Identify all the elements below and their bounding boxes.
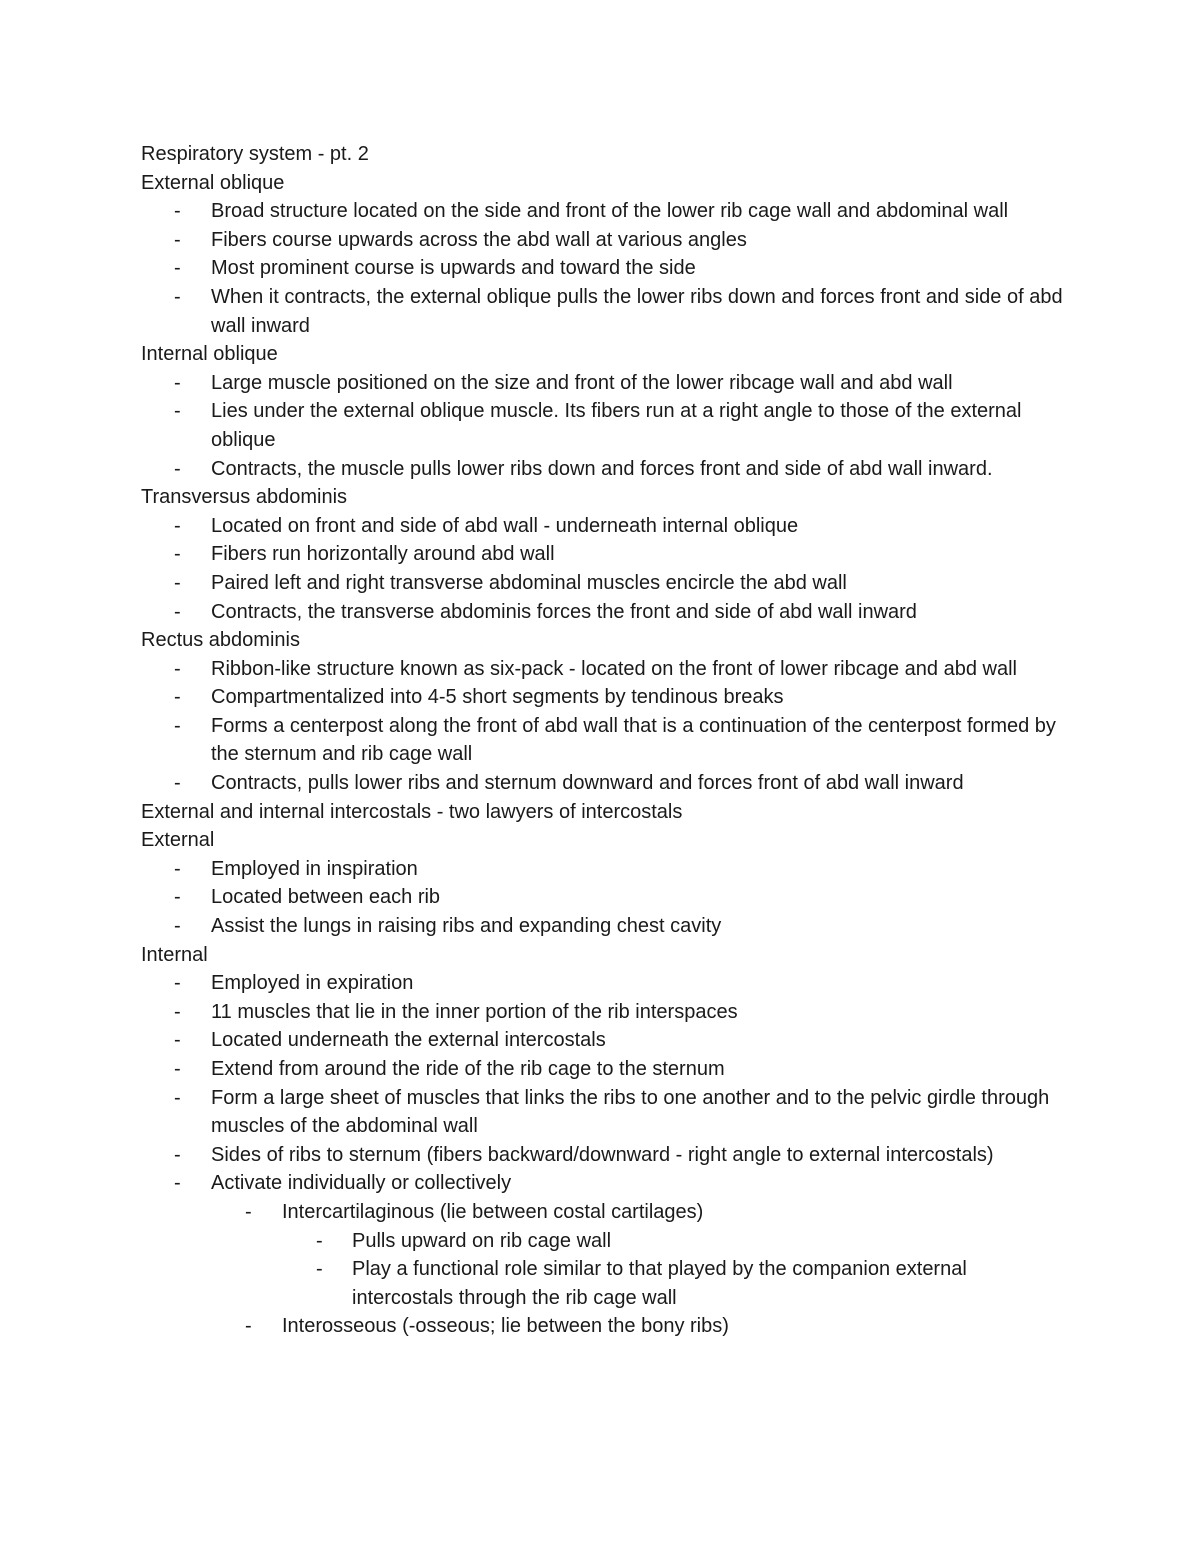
bullet-dash: - <box>174 772 181 795</box>
bullet-text: Contracts, the muscle pulls lower ribs down and forces front and side of abd wall inward. <box>211 457 993 480</box>
bullet-item <box>141 883 1071 912</box>
bullet-item <box>141 1198 1071 1227</box>
bullet-text: Employed in expiration <box>211 972 414 995</box>
bullet-text: Play a functional role similar to that played by the companion external intercostals through the rib cage wall <box>352 1258 967 1309</box>
bullet-dash: - <box>174 1172 181 1195</box>
bullet-dash: - <box>174 1058 181 1080</box>
bullet-dash: - <box>174 371 181 394</box>
bullet-text: Intercartilaginous (lie between costal cartilages) <box>282 1200 704 1223</box>
bullet-text: Form a large sheet of muscles that links the ribs to one another and to the pelvic girdle through muscles of the abdominal wall <box>211 1086 1050 1138</box>
bullet-item <box>141 969 1071 998</box>
bullet-text: Employed in inspiration <box>211 857 418 880</box>
bullet-text: Broad structure located on the side and front of the lower rib cage wall and abdominal wall <box>211 200 1009 223</box>
bullet-text: Contracts, the transverse abdominis forces the front and side of abd wall inward <box>211 600 917 623</box>
bullet-item <box>141 769 1071 798</box>
bullet-item <box>141 998 1071 1027</box>
bullet-dash: - <box>174 200 181 223</box>
bullet-text: When it contracts, the external oblique pulls the lower ribs down and forces front and side of abd wall inward <box>211 285 1063 337</box>
bullet-item <box>141 1312 1071 1341</box>
bullet-item <box>141 1255 1071 1312</box>
section-heading: Internal <box>141 943 208 966</box>
bullet-item <box>141 455 1071 484</box>
bullet-item <box>141 1141 1071 1170</box>
bullet-dash: - <box>174 886 181 909</box>
bullet-dash: - <box>174 714 181 737</box>
bullet-item <box>141 369 1071 398</box>
bullet-dash: - <box>174 257 181 280</box>
bullet-text: Large muscle positioned on the size and front of the lower ribcage wall and abd wall <box>211 371 953 394</box>
bullet-item <box>141 397 1071 454</box>
section-list <box>141 169 1071 1341</box>
bullet-item <box>141 1084 1071 1141</box>
bullet-text: Ribbon-like structure known as six-pack - located on the front of lower ribcage and abd wall <box>211 657 1017 680</box>
bullet-text: 11 muscles that lie in the inner portion of the rib interspaces <box>211 1000 738 1023</box>
bullet-dash: - <box>174 457 181 480</box>
bullet-text: Extend from around the ride of the rib cage to the sternum <box>211 1058 725 1080</box>
bullet-dash: - <box>174 1086 181 1109</box>
bullet-item <box>141 512 1071 541</box>
bullet-dash: - <box>174 228 181 251</box>
bullet-item <box>141 569 1071 598</box>
bullet-text: Contracts, pulls lower ribs and sternum downward and forces front of abd wall inward <box>211 772 964 795</box>
section-heading: External and internal intercostals - two lawyers of intercostals <box>141 800 683 823</box>
bullet-item <box>141 1055 1071 1084</box>
bullet-item <box>141 598 1071 627</box>
bullet-dash: - <box>245 1315 252 1338</box>
bullet-text: Located between each rib <box>211 886 441 909</box>
bullet-item <box>141 197 1071 226</box>
section-heading: Rectus abdominis <box>141 629 300 652</box>
bullet-dash: - <box>174 657 181 680</box>
section-heading: Internal oblique <box>141 343 278 366</box>
bullet-text: Interosseous (-osseous; lie between the bony ribs) <box>282 1315 729 1338</box>
bullet-item <box>141 226 1071 255</box>
bullet-text: Pulls upward on rib cage wall <box>352 1229 612 1252</box>
section-heading: Transversus abdominis <box>141 486 348 509</box>
bullet-text: Compartmentalized into 4-5 short segments by tendinous breaks <box>211 686 784 709</box>
bullet-dash: - <box>174 686 181 709</box>
bullet-dash: - <box>174 1000 181 1023</box>
bullet-dash: - <box>316 1258 323 1281</box>
bullet-item <box>141 1169 1071 1198</box>
bullet-dash: - <box>174 972 181 995</box>
bullet-item <box>141 1026 1071 1055</box>
bullet-dash: - <box>174 400 181 423</box>
section-heading: External oblique <box>141 171 285 194</box>
bullet-dash: - <box>174 285 181 308</box>
bullet-text: Fibers run horizontally around abd wall <box>211 543 555 566</box>
bullet-text: Lies under the external oblique muscle. Its fibers run at a right angle to those of the external oblique <box>211 400 1022 451</box>
bullet-text: Located underneath the external intercostals <box>211 1029 606 1052</box>
document-title: Respiratory system - pt. 2 <box>141 143 369 165</box>
document-body <box>141 140 1071 1341</box>
bullet-text: Forms a centerpost along the front of abd wall that is a continuation of the centerpost formed by the sternum and rib cage wall <box>211 714 1056 766</box>
bullet-text: Activate individually or collectively <box>211 1172 512 1195</box>
bullet-item <box>141 540 1071 569</box>
bullet-item <box>141 283 1071 340</box>
bullet-text: Located on front and side of abd wall - underneath internal oblique <box>211 514 799 537</box>
bullet-dash: - <box>174 600 181 623</box>
bullet-item <box>141 712 1071 769</box>
bullet-dash: - <box>245 1200 252 1223</box>
bullet-dash: - <box>174 571 181 594</box>
bullet-dash: - <box>174 1143 181 1166</box>
bullet-dash: - <box>174 1029 181 1052</box>
bullet-text: Assist the lungs in raising ribs and expanding chest cavity <box>211 915 722 938</box>
bullet-dash: - <box>316 1229 323 1252</box>
bullet-item <box>141 254 1071 283</box>
section-heading: External <box>141 829 215 852</box>
bullet-text: Fibers course upwards across the abd wall at various angles <box>211 228 747 251</box>
bullet-dash: - <box>174 543 181 566</box>
bullet-text: Sides of ribs to sternum (fibers backward/downward - right angle to external intercostals) <box>211 1143 994 1166</box>
bullet-text: Most prominent course is upwards and toward the side <box>211 257 696 280</box>
bullet-item <box>141 683 1071 712</box>
bullet-text: Paired left and right transverse abdominal muscles encircle the abd wall <box>211 571 847 594</box>
bullet-dash: - <box>174 514 181 537</box>
bullet-item <box>141 855 1071 884</box>
bullet-item <box>141 1227 1071 1256</box>
bullet-dash: - <box>174 857 181 880</box>
bullet-item <box>141 655 1071 684</box>
bullet-item <box>141 912 1071 941</box>
bullet-dash: - <box>174 915 181 938</box>
